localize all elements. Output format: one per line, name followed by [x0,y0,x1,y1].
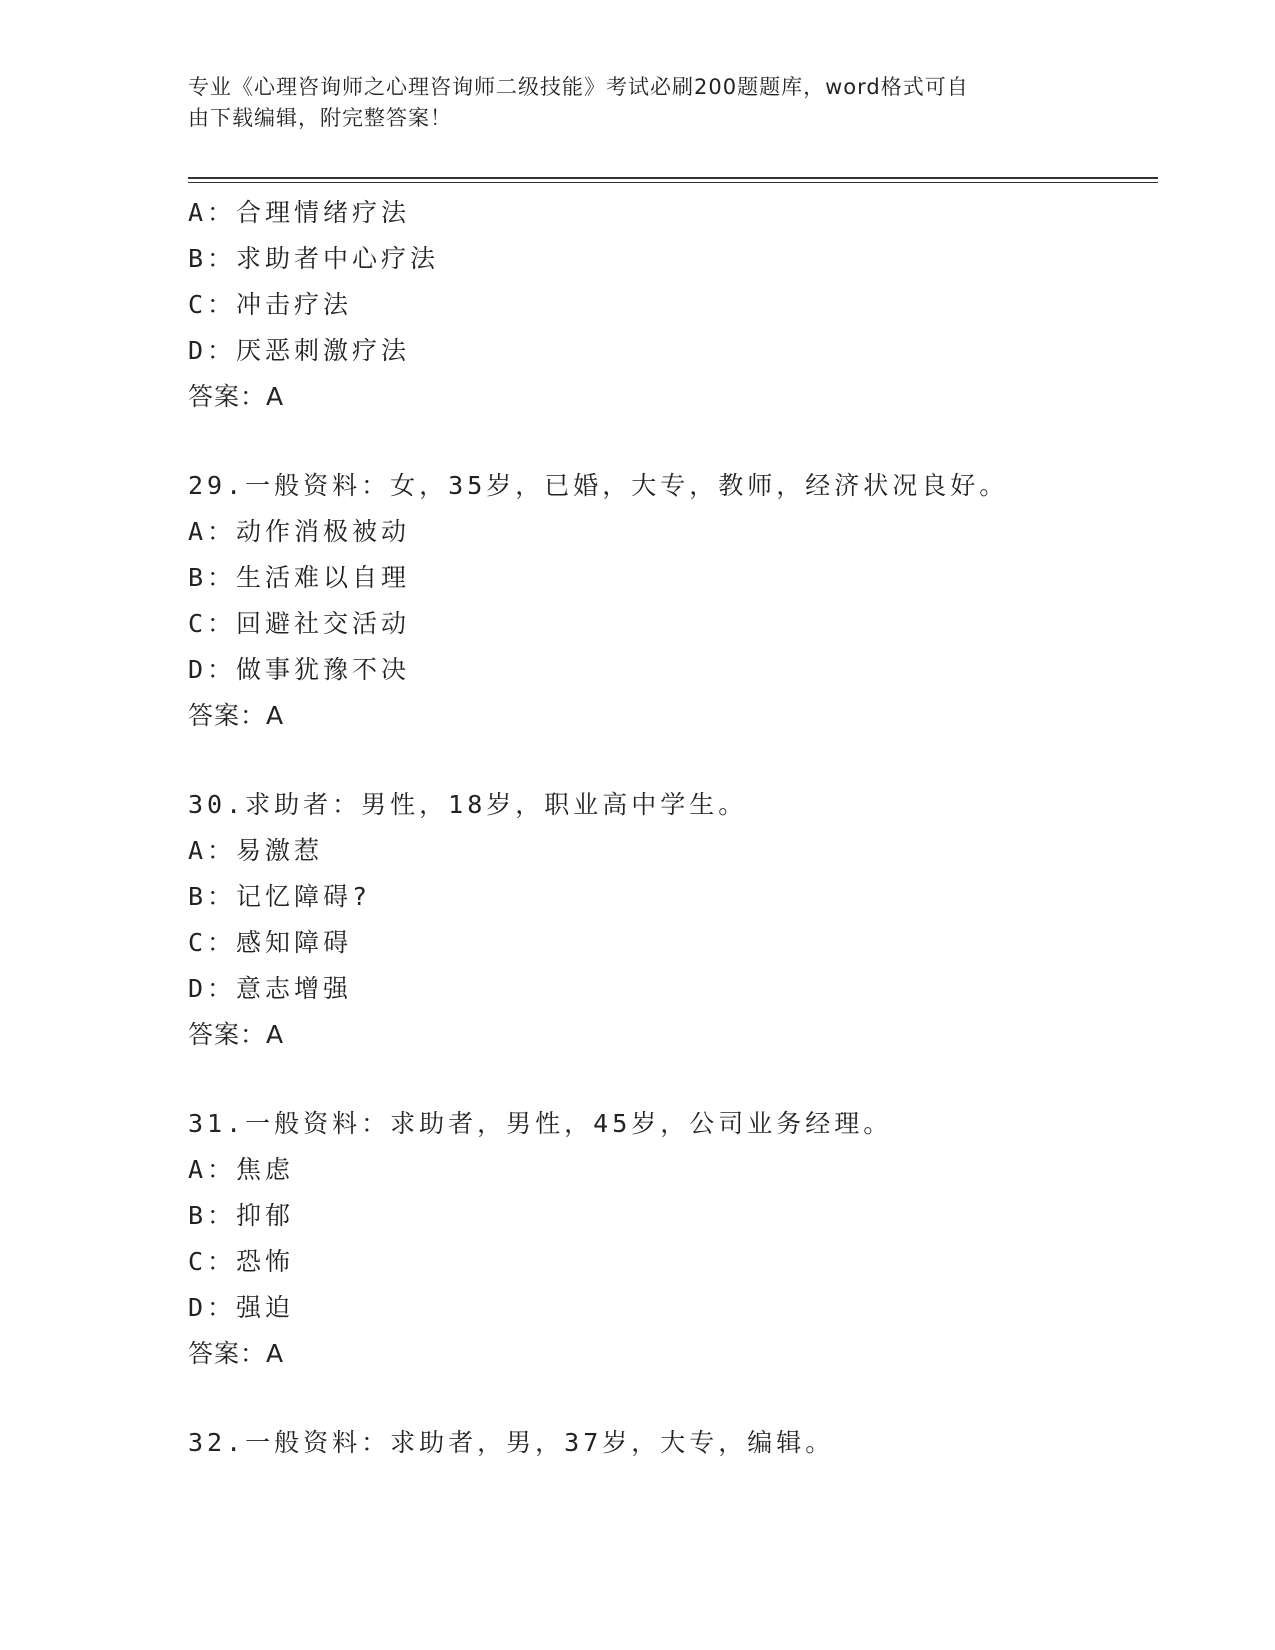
document-header [188,72,1068,134]
question-stem: 31.一般资料：求助者，男性，45岁，公司业务经理。 [188,1109,893,1138]
option-c: C：感知障碍 [188,928,353,957]
option-c: C：回避社交活动 [188,609,411,638]
question-block-32 [188,1420,1158,1466]
option-d: D：厌恶刺激疗法 [188,336,411,365]
option-c: C：恐怖 [188,1247,295,1276]
question-block-29 [188,463,1158,739]
header-line-1: 专业《心理咨询师之心理咨询师二级技能》考试必刷200题题库，word格式可自 [188,75,969,99]
question-list [188,190,1158,1466]
question-block-28-continued [188,190,1158,420]
answer-line: 答案：A [188,382,285,411]
question-stem: 30.求助者：男性，18岁，职业高中学生。 [188,790,748,819]
answer-line: 答案：A [188,1020,285,1049]
header-line-2: 由下载编辑，附完整答案！ [188,106,452,130]
question-block-30 [188,782,1158,1058]
question-stem: 32.一般资料：求助者，男，37岁，大专，编辑。 [188,1428,835,1457]
option-d: D：做事犹豫不决 [188,655,411,684]
option-a: A：合理情绪疗法 [188,198,411,227]
option-a: A：焦虑 [188,1155,295,1184]
option-d: D：强迫 [188,1293,295,1322]
question-block-31 [188,1101,1158,1377]
option-c: C：冲击疗法 [188,290,353,319]
option-b: B：生活难以自理 [188,563,411,592]
option-b: B：求助者中心疗法 [188,244,440,273]
question-stem: 29.一般资料：女，35岁，已婚，大专，教师，经济状况良好。 [188,471,1009,500]
option-a: A：动作消极被动 [188,517,411,546]
option-b: B：抑郁 [188,1201,295,1230]
header-divider-thick [188,177,1158,179]
option-d: D：意志增强 [188,974,353,1003]
answer-line: 答案：A [188,1339,285,1368]
header-divider-thin [188,182,1158,183]
answer-line: 答案：A [188,701,285,730]
option-a: A：易激惹 [188,836,324,865]
option-b: B：记忆障碍? [188,882,372,911]
